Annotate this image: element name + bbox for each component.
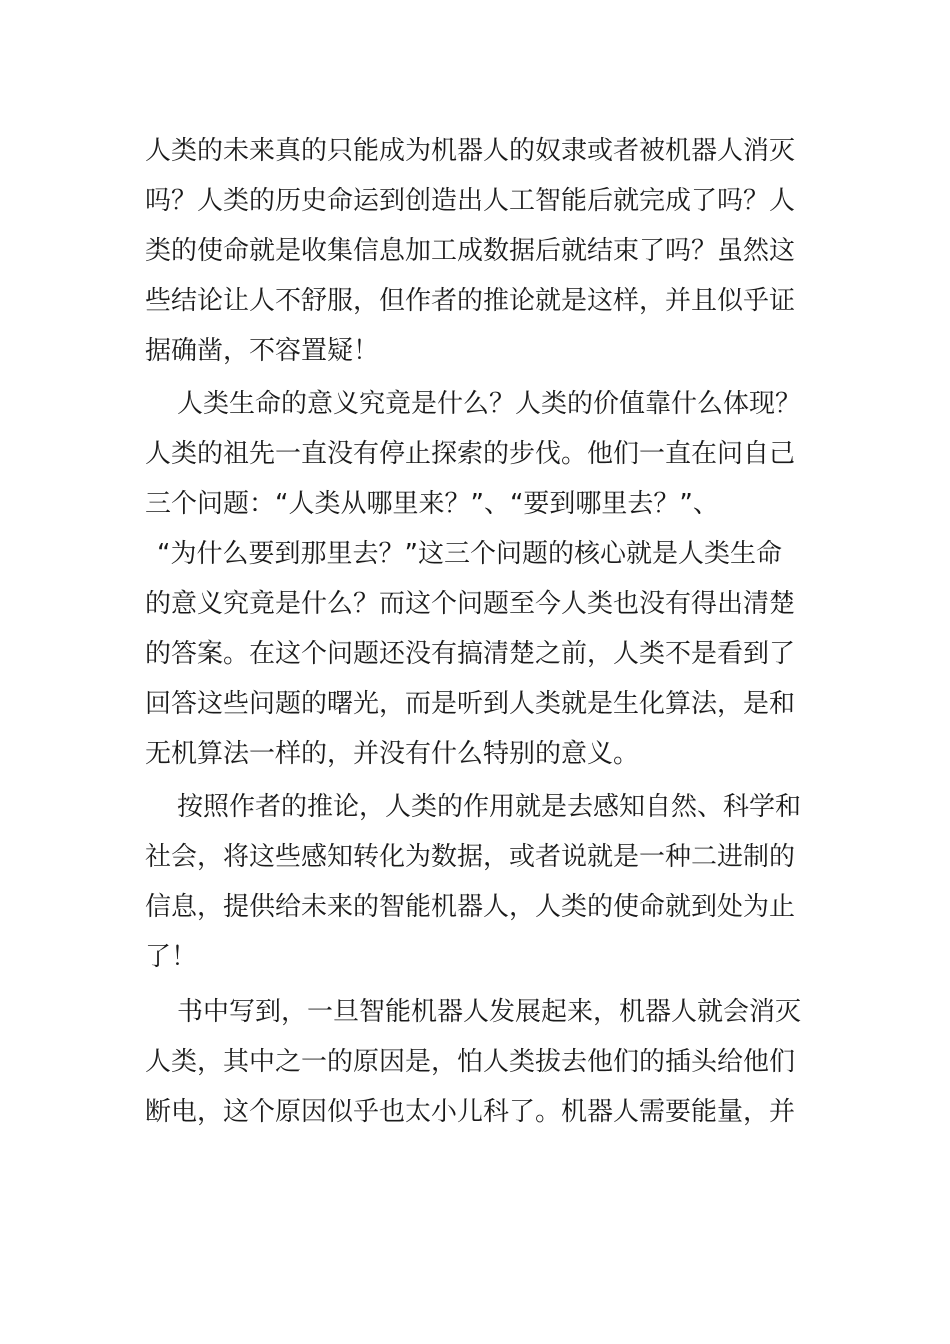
text-line: 信息，提供给未来的智能机器人，人类的使命就到处为止 bbox=[145, 892, 796, 922]
text-line: 三个问题：“人类从哪里来？”、“要到哪里去？”、 bbox=[145, 489, 719, 519]
text-line: 断电，这个原因似乎也太小儿科了。机器人需要能量，并 bbox=[145, 1097, 796, 1127]
text-line: 按照作者的推论，人类的作用就是去感知自然、科学和 bbox=[177, 792, 802, 822]
text-line: 书中写到，一旦智能机器人发展起来，机器人就会消灭 bbox=[177, 997, 802, 1027]
text-line: 人类生命的意义究竟是什么？人类的价值靠什么体现？ bbox=[177, 389, 802, 419]
text-line: 了！ bbox=[145, 942, 198, 972]
text-line: 人类的祖先一直没有停止探索的步伐。他们一直在问自己 bbox=[145, 439, 796, 469]
text-line: 人类，其中之一的原因是，怕人类拔去他们的插头给他们 bbox=[145, 1047, 796, 1077]
text-line: 无机算法一样的，并没有什么特别的意义。 bbox=[145, 739, 640, 769]
text-line: 些结论让人不舒服，但作者的推论就是这样，并且似乎证 bbox=[145, 286, 796, 316]
text-line: 人类的未来真的只能成为机器人的奴隶或者被机器人消灭 bbox=[145, 136, 796, 166]
text-line: 据确凿，不容置疑！ bbox=[145, 336, 380, 366]
text-line: 类的使命就是收集信息加工成数据后就结束了吗？虽然这 bbox=[145, 236, 796, 266]
text-line: 回答这些问题的曙光，而是听到人类就是生化算法，是和 bbox=[145, 689, 796, 719]
text-line: 社会，将这些感知转化为数据，或者说就是一种二进制的 bbox=[145, 842, 796, 872]
text-line: 的答案。在这个问题还没有搞清楚之前，人类不是看到了 bbox=[145, 639, 796, 669]
text-line: 吗？人类的历史命运到创造出人工智能后就完成了吗？人 bbox=[145, 186, 796, 216]
text-line: “为什么要到那里去？”这三个问题的核心就是人类生命 bbox=[157, 539, 782, 569]
text-line: 的意义究竟是什么？而这个问题至今人类也没有得出清楚 bbox=[145, 589, 796, 619]
